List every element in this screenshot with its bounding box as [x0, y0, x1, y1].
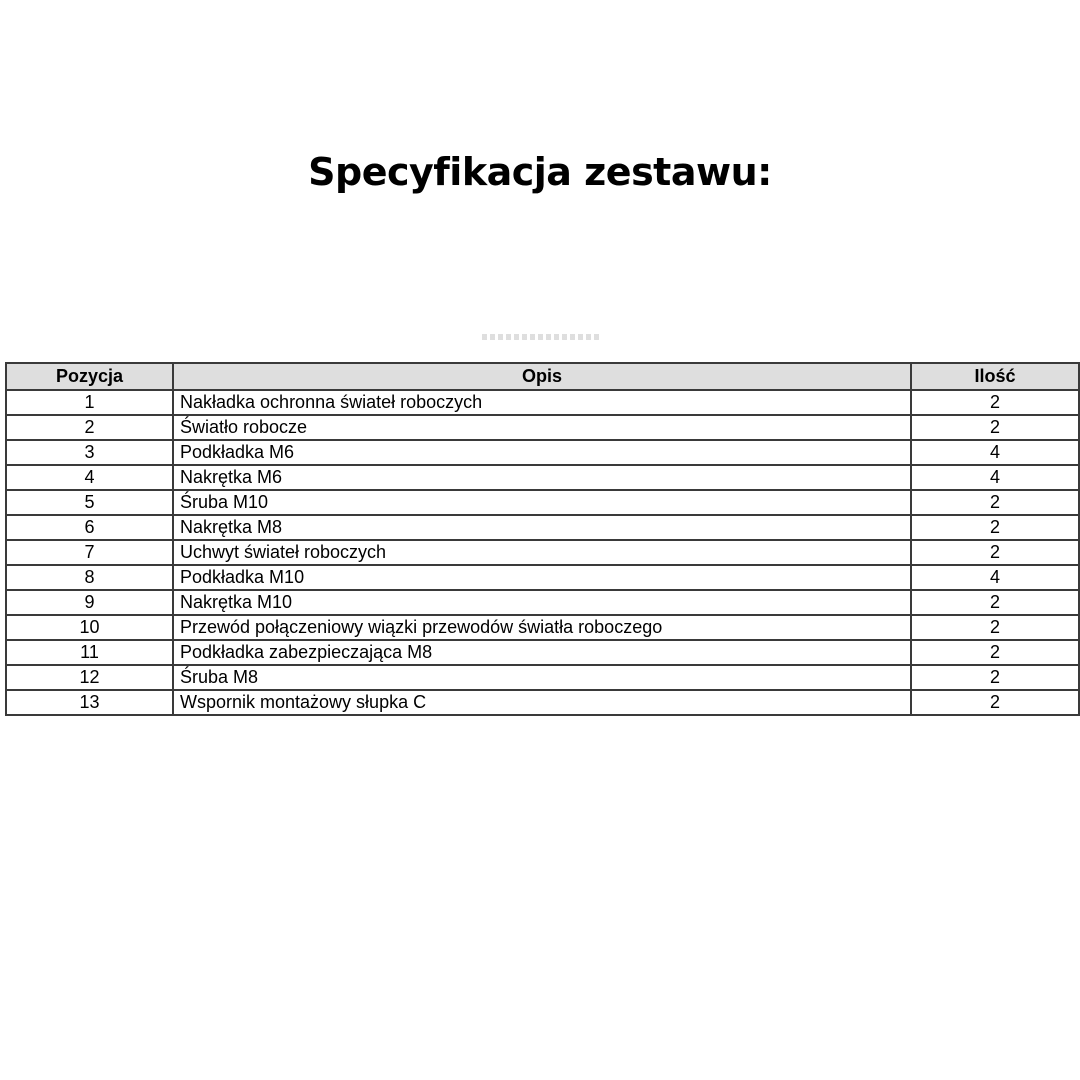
table-row [6, 615, 1079, 640]
cell-quantity: 2 [911, 390, 1079, 415]
cell-position: 7 [6, 540, 173, 565]
table-row [6, 515, 1079, 540]
scan-artifact [482, 334, 602, 340]
table-row [6, 415, 1079, 440]
cell-description: Nakrętka M10 [173, 590, 911, 615]
cell-description: Wspornik montażowy słupka C [173, 690, 911, 715]
cell-description: Nakrętka M8 [173, 515, 911, 540]
cell-description: Uchwyt świateł roboczych [173, 540, 911, 565]
cell-description: Nakrętka M6 [173, 465, 911, 490]
cell-position: 9 [6, 590, 173, 615]
header-description: Opis [173, 363, 911, 390]
specification-table [5, 362, 1080, 716]
table-header-row [6, 363, 1079, 390]
table-body [6, 390, 1079, 715]
cell-position: 11 [6, 640, 173, 665]
cell-position: 4 [6, 465, 173, 490]
table-row [6, 690, 1079, 715]
table-row [6, 465, 1079, 490]
cell-quantity: 2 [911, 490, 1079, 515]
cell-description: Przewód połączeniowy wiązki przewodów światła roboczego [173, 615, 911, 640]
table-row [6, 390, 1079, 415]
page-title: Specyfikacja zestawu: [308, 150, 772, 194]
cell-description: Podkładka M6 [173, 440, 911, 465]
cell-description: Podkładka M10 [173, 565, 911, 590]
cell-position: 3 [6, 440, 173, 465]
cell-position: 1 [6, 390, 173, 415]
cell-quantity: 4 [911, 565, 1079, 590]
table-row [6, 540, 1079, 565]
table-row [6, 565, 1079, 590]
cell-position: 5 [6, 490, 173, 515]
cell-position: 6 [6, 515, 173, 540]
cell-quantity: 2 [911, 590, 1079, 615]
table-row [6, 665, 1079, 690]
header-position: Pozycja [6, 363, 173, 390]
cell-description: Śruba M8 [173, 665, 911, 690]
cell-quantity: 2 [911, 540, 1079, 565]
cell-quantity: 4 [911, 465, 1079, 490]
cell-position: 2 [6, 415, 173, 440]
cell-quantity: 2 [911, 640, 1079, 665]
table-row [6, 590, 1079, 615]
table-row [6, 440, 1079, 465]
cell-position: 10 [6, 615, 173, 640]
header-quantity: Ilość [911, 363, 1079, 390]
cell-quantity: 2 [911, 665, 1079, 690]
cell-position: 8 [6, 565, 173, 590]
cell-quantity: 2 [911, 515, 1079, 540]
cell-description: Światło robocze [173, 415, 911, 440]
table-row [6, 640, 1079, 665]
cell-quantity: 2 [911, 690, 1079, 715]
cell-position: 12 [6, 665, 173, 690]
cell-quantity: 4 [911, 440, 1079, 465]
cell-description: Podkładka zabezpieczająca M8 [173, 640, 911, 665]
table-row [6, 490, 1079, 515]
cell-quantity: 2 [911, 415, 1079, 440]
cell-description: Nakładka ochronna świateł roboczych [173, 390, 911, 415]
cell-position: 13 [6, 690, 173, 715]
cell-description: Śruba M10 [173, 490, 911, 515]
cell-quantity: 2 [911, 615, 1079, 640]
